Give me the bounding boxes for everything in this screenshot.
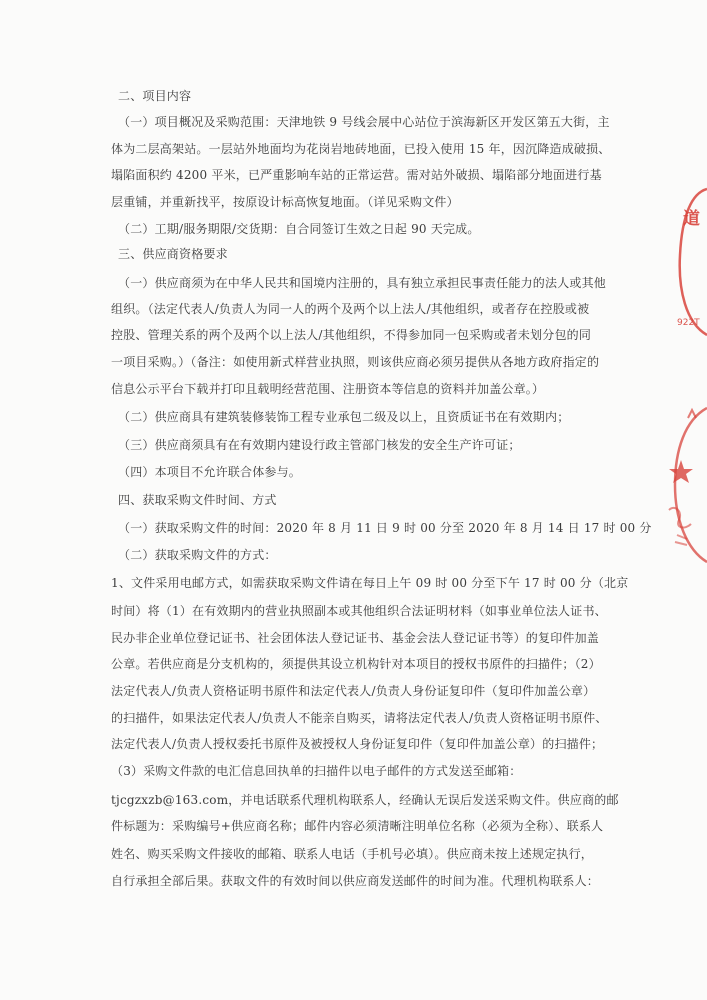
text-line: （三）供应商须具有在有效期内建设行政主管部门核发的安全生产许可证； [118,438,521,452]
section-heading: 二、项目内容 [118,89,192,103]
text-line: （一）供应商须为在中华人民共和国境内注册的，具有独立承担民事责任能力的法人或其他 [118,276,607,290]
seal-fragment-bottom [655,400,707,570]
text-line: 自行承担全部后果。获取文件的有效时间以供应商发送邮件的时间为准。代理机构联系人： [111,874,600,888]
text-line: tjcgzxzb@163.com，并电话联系代理机构联系人，经确认无误后发送采购文件。供应商的邮 [111,793,619,807]
section-heading: 三、供应商资格要求 [118,247,228,261]
text-line: 法定代表人/负责人资格证明书原件和法定代表人/负责人身份证复印件（复印件加盖公章） [111,684,596,698]
text-line: （3）采购文件款的电汇信息回执单的扫描件以电子邮件的方式发送至邮箱： [111,764,522,778]
text-line: 组织。（法定代表人/负责人为同一人的两个及两个以上法人/其他组织，或者存在控股或被 [111,302,590,316]
text-line: 层重铺，并重新找平，按原设计标高恢复地面。（详见采购文件） [111,195,459,209]
text-line: 一项目采购。）（备注：如使用新式样营业执照，则该供应商必须另提供从各地方政府指定的 [111,355,600,369]
section-heading: 四、获取采购文件时间、方式 [118,493,277,507]
seal-fragment-top-char: 道 [683,209,700,229]
seal-fragment-top [670,185,707,345]
text-line: 体为二层高架站。一层站外地面均为花岗岩地砖地面，已投入使用 15 年，因沉降造成破损、 [111,142,611,156]
text-line: 件标题为：采购编号+供应商名称；邮件内容必须清晰注明单位名称（必须为全称）、联系人 [111,819,604,833]
text-line: 控股、管理关系的两个及两个以上法人/其他组织，不得参加同一包采购或者未划分包的同 [111,328,592,342]
text-line: 1、文件采用电邮方式，如需获取采购文件请在每日上午 09 时 00 分至下午 17 时 00 分（北京 [111,576,629,590]
text-line: （二）工期/服务期限/交货期：自合同签订生效之日起 90 天完成。 [118,222,480,236]
text-line: （四）本项目不允许联合体参与。 [118,465,302,479]
seal-fragment-top-number: 922T [677,318,700,328]
text-line: 时间）将（1）在有效期内的营业执照副本或其他组织合法证明材料（如事业单位法人证书、 [111,604,607,618]
text-line: （二）获取采购文件的方式： [118,548,277,562]
text-line: 信息公示平台下载并打印且载明经营范围、注册资本等信息的资料并加盖公章。） [111,382,545,396]
text-line: 的扫描件，如果法定代表人/负责人不能亲自购买，请将法定代表人/负责人资格证明书原件、 [111,711,608,725]
text-line: 法定代表人/负责人授权委托书原件及被授权人身份证复印件（复印件加盖公章）的扫描件； [111,737,604,751]
text-line: （二）供应商具有建筑装修装饰工程专业承包二级及以上，且资质证书在有效期内； [118,410,570,424]
text-line: 民办非企业单位登记证书、社会团体法人登记证书、基金会法人登记证书等）的复印件加盖 [111,631,600,645]
text-line: 姓名、购买采购文件接收的邮箱、联系人电话（手机号必填）。供应商未按上述规定执行， [111,847,594,861]
text-line: 公章。若供应商是分支机构的，须提供其设立机构针对本项目的授权书原件的扫描件；（2） [111,657,601,671]
text-line: 塌陷面积约 4200 平米，已严重影响车站的正常运营。需对站外破损、塌陷部分地面进行基 [111,168,602,182]
text-line: （一）项目概况及采购范围：天津地铁 9 号线会展中心站位于滨海新区开发区第五大街，主 [118,115,610,129]
text-line: （一）获取采购文件的时间：2020 年 8 月 11 日 9 时 00 分至 2020 年 8 月 14 日 17 时 00 分 [118,521,652,535]
